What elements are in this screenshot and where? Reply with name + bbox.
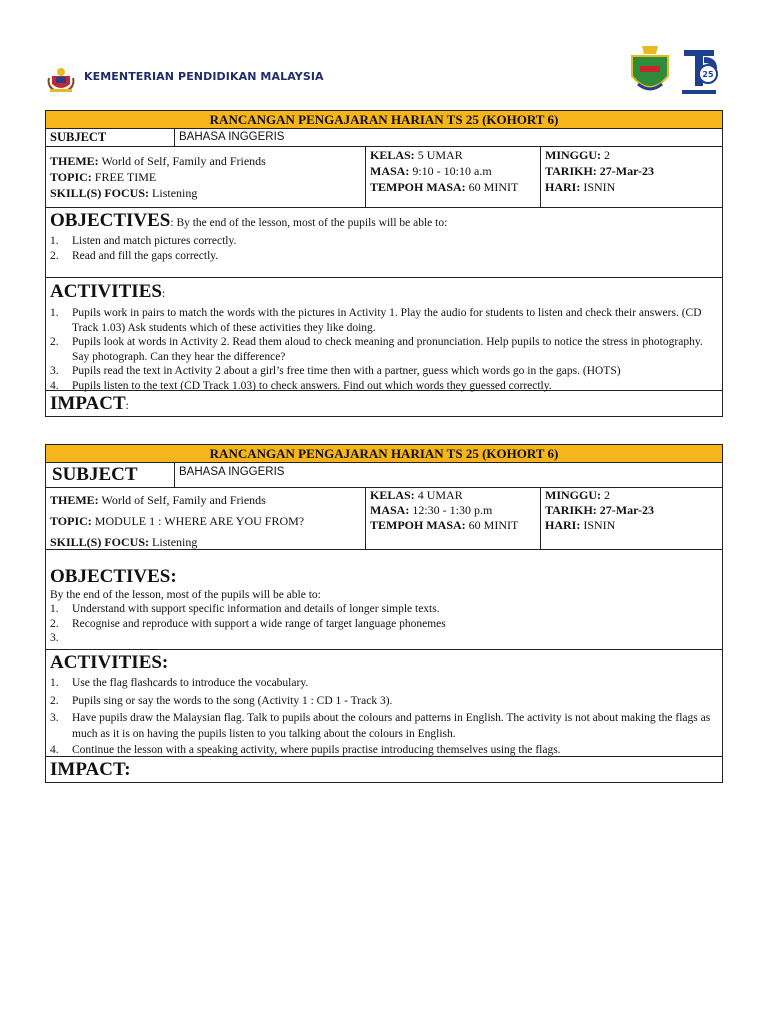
badge-number: 25 (702, 70, 714, 79)
topic-value: FREE TIME (94, 170, 157, 184)
objectives-list (50, 602, 718, 646)
malaysia-crest-icon (46, 64, 76, 94)
plan-title: RANCANGAN PENGAJARAN HARIAN TS 25 (KOHORT 6) (46, 445, 722, 463)
objectives-section (46, 550, 722, 650)
objectives-heading: OBJECTIVES: (50, 566, 177, 587)
hari-label: HARI: (545, 180, 581, 194)
topic-value: MODULE 1 : WHERE ARE YOU FROM? (94, 514, 305, 528)
hari-value: ISNIN (583, 180, 616, 194)
kelas-value: 5 UMAR (417, 148, 463, 162)
tempoh-label: TEMPOH MASA: (370, 518, 466, 532)
impact-heading: IMPACT (50, 393, 126, 414)
list-item: 4. Pupils listen to the text (CD Track 1.03) to check answers. Find out which words they guessed correctly. (50, 379, 552, 392)
tempoh-value: 60 MINIT (468, 518, 519, 532)
kelas-value: 4 UMAR (417, 488, 463, 502)
ministry-name: KEMENTERIAN PENDIDIKAN MALAYSIA (84, 70, 324, 83)
skill-value: Listening (152, 535, 198, 549)
list-item: 1. Listen and match pictures correctly. (50, 235, 237, 247)
list-item: 2. Recognise and reproduce with support a wide range of target language phonemes (50, 617, 446, 630)
hari-label: HARI: (545, 518, 581, 532)
activities-heading: ACTIVITIES (50, 281, 162, 302)
minggu-label: MINGGU: (545, 488, 601, 502)
activities-section: ACTIVITIES: 1. Pupils work in pairs to match the words with the pictures in Activity 1. Play the audio for students to listen and check their answers. (CD Track 1.03) Ask students which of these activities they like doing. 2. Pupils look at words in Activity 2. Read them aloud to check meaning and pronunciation. Help pupils to notice the stress in photography. Say photograph. Can they hear the difference? 3. Pupils read the text in Activity 2 about a girl’s free time then with a partner, guess which words go in the gaps. (HOTS) 4. Pupils listen to the text (CD Track 1.03) to check answers. Find out which words they guessed correctly. (46, 278, 722, 391)
masa-value: 9:10 - 10:10 a.m (412, 164, 492, 178)
subject-row (46, 129, 722, 147)
masa-label: MASA: (370, 503, 410, 517)
objectives-intro: By the end of the lesson, most of the pupils will be able to: (50, 589, 321, 601)
subject-value: BAHASA INGGERIS (179, 466, 285, 478)
subject-label: SUBJECT (46, 129, 175, 146)
theme-label: THEME: (50, 154, 99, 168)
tarikh-label: TARIKH: (545, 164, 597, 178)
page-header (0, 0, 768, 110)
lesson-plan-1 (45, 110, 723, 417)
theme-label: THEME: (50, 493, 99, 507)
theme-value: World of Self, Family and Friends (101, 154, 266, 168)
topic-label: TOPIC: (50, 170, 92, 184)
tempoh-value: 60 MINIT (468, 180, 519, 194)
hari-value: ISNIN (583, 518, 616, 532)
objectives-heading: OBJECTIVES (50, 210, 171, 231)
tarikh-label: TARIKH: (545, 503, 597, 517)
list-item: 4. Continue the lesson with a speaking activity, where pupils practise introducing themselves using the flags. (50, 744, 561, 756)
objectives-intro: : By the end of the lesson, most of the pupils will be able to: (170, 217, 448, 229)
masa-label: MASA: (370, 164, 410, 178)
lesson-plan-2 (45, 444, 723, 783)
masa-value: 12:30 - 1:30 p.m (412, 503, 493, 517)
minggu-label: MINGGU: (545, 148, 601, 162)
skill-label: SKILL(S) FOCUS: (50, 535, 150, 549)
subject-row (46, 463, 722, 488)
subject-value: BAHASA INGGERIS (179, 131, 285, 143)
objectives-list (50, 234, 718, 263)
subject-label: SUBJECT (46, 463, 175, 487)
activities-section (46, 650, 722, 757)
impact-section: IMPACT: (50, 393, 129, 414)
theme-value: World of Self, Family and Friends (101, 493, 266, 507)
objectives-section (46, 208, 722, 278)
skill-value: Listening (152, 186, 198, 200)
kelas-label: KELAS: (370, 148, 415, 162)
kelas-label: KELAS: (370, 488, 415, 502)
tarikh-value: 27-Mar-23 (599, 503, 654, 517)
list-item: 3. (50, 632, 59, 644)
minggu-value: 2 (604, 148, 610, 162)
impact-section (46, 757, 722, 782)
plan-title: RANCANGAN PENGAJARAN HARIAN TS 25 (KOHORT 6) (46, 111, 722, 129)
list-item: 1. Use the flag flashcards to introduce the vocabulary. (50, 677, 309, 689)
list-item: 2. Pupils look at words in Activity 2. Read them aloud to check meaning and pronunciation. Help pupils to notice the stress in photography. Say photograph. Can they hear the difference? (50, 336, 703, 363)
list-item: 1. Understand with support specific information and details of longer simple texts. (50, 603, 440, 615)
list-item: 2. Read and fill the gaps correctly. (50, 249, 219, 262)
topic-label: TOPIC: (50, 514, 92, 528)
activities-list (50, 306, 718, 393)
minggu-value: 2 (604, 488, 610, 502)
activities-heading: ACTIVITIES: (50, 652, 169, 673)
info-row (46, 488, 722, 550)
ts25-logo-icon (678, 44, 720, 98)
school-crest-icon (628, 42, 672, 98)
list-item: 3. Pupils read the text in Activity 2 about a girl’s free time then with a partner, guess which words go in the gaps. (HOTS) (50, 365, 621, 377)
tempoh-label: TEMPOH MASA: (370, 180, 466, 194)
list-item: 1. Pupils work in pairs to match the words with the pictures in Activity 1. Play the audio for students to listen and check their answers. (CD Track 1.03) Ask students which of these activities they like doing. (50, 307, 702, 334)
info-row (46, 147, 722, 208)
list-item: 2. Pupils sing or say the words to the song (Activity 1 : CD 1 - Track 3). (50, 695, 393, 707)
list-item: 3. Have pupils draw the Malaysian flag. Talk to pupils about the colours and patterns in English. The activity is not about making the flags as much as it is on having the pupils listen to you talking about the colours in English. (50, 712, 711, 740)
skill-label: SKILL(S) FOCUS: (50, 186, 150, 200)
activities-list (50, 674, 718, 758)
impact-heading: IMPACT: (50, 759, 131, 780)
tarikh-value: 27-Mar-23 (599, 164, 654, 178)
